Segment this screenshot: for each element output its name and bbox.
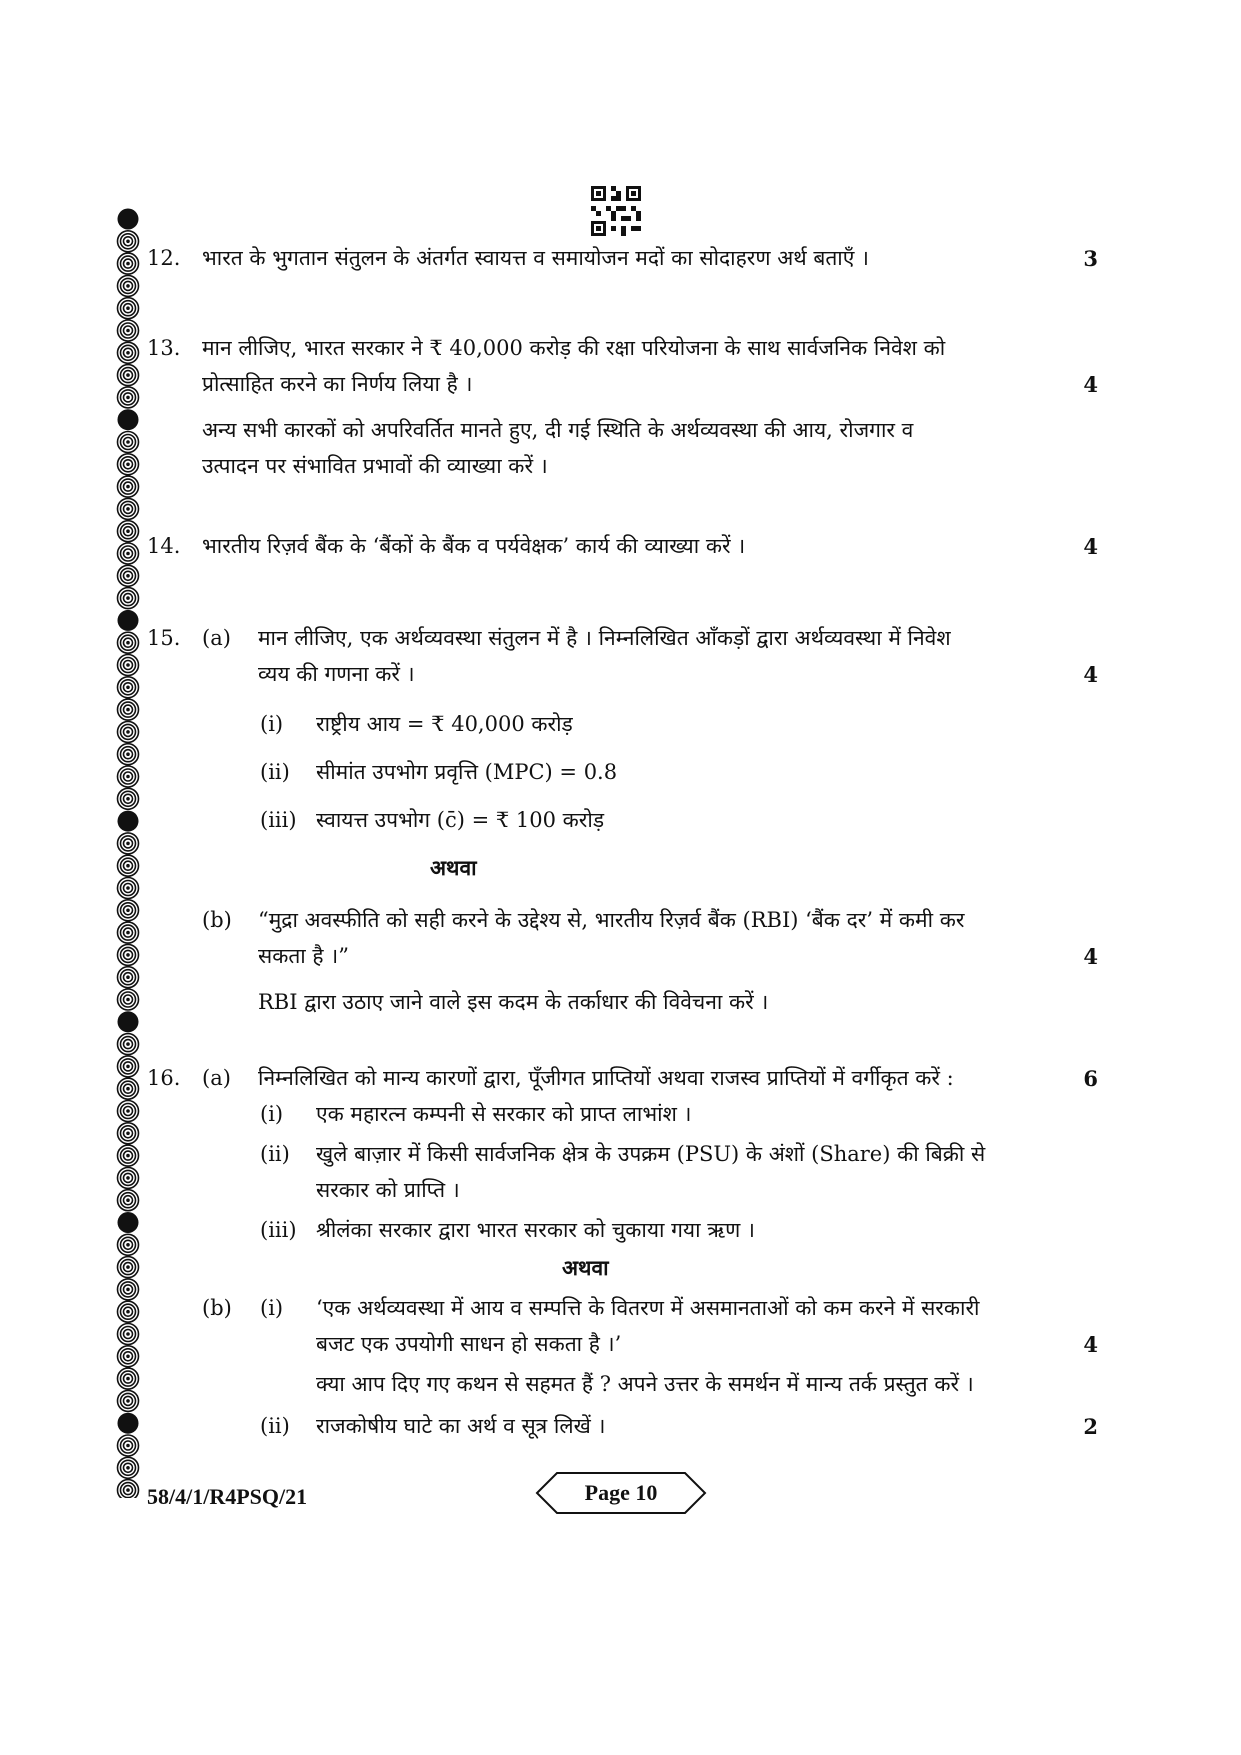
question-16b-i-line: ‘एक अर्थव्यवस्था में आय व सम्पत्ति के वितरण में असमानताओं को कम करने में सरकारी: [316, 1296, 980, 1320]
margin-circle: [118, 1368, 139, 1389]
question-14-marks: 4: [1083, 534, 1098, 559]
margin-circle: [118, 811, 139, 832]
subpart-label: (b): [202, 1296, 232, 1320]
question-15b-line: “मुद्रा अवस्फीति को सही करने के उद्देश्य से, भारतीय रिज़र्व बैंक (RBI) ‘बैंक दर’ में कमी कर: [258, 908, 965, 932]
question-number: 12.: [147, 246, 181, 270]
question-number: 16.: [147, 1066, 181, 1090]
question-12-text: भारत के भुगतान संतुलन के अंतर्गत स्वायत्त व समायोजन मदों का सोदाहरण अर्थ बताएँ ।: [202, 246, 869, 270]
item-text: स्वायत्त उपभोग (c̄) = ₹ 100 करोड़: [316, 808, 605, 832]
margin-circle: [118, 989, 139, 1010]
margin-circle: [118, 275, 139, 296]
margin-circle: [118, 1413, 139, 1434]
margin-circle: [118, 900, 139, 921]
margin-circle: [118, 1301, 139, 1322]
question-15a-line: मान लीजिए, एक अर्थव्यवस्था संतुलन में है । निम्नलिखित आँकड़ों द्वारा अर्थव्यवस्था में निवेश: [258, 626, 951, 650]
margin-circle: [118, 1435, 139, 1456]
question-15a-marks: 4: [1083, 662, 1098, 687]
question-16b-i-line: बजट एक उपयोगी साधन हो सकता है ।’: [316, 1332, 622, 1356]
item-label: (ii): [260, 760, 290, 784]
margin-circle: [118, 320, 139, 341]
item-label: (iii): [260, 808, 297, 832]
margin-circle: [118, 655, 139, 676]
item-label: (ii): [260, 1142, 290, 1166]
margin-circle: [118, 1056, 139, 1077]
margin-border-circles: [112, 208, 144, 1498]
question-13-line: मान लीजिए, भारत सरकार ने ₹ 40,000 करोड़ की रक्षा परियोजना के साथ सार्वजनिक निवेश को: [202, 336, 946, 360]
question-13-line: अन्य सभी कारकों को अपरिवर्तित मानते हुए, दी गई स्थिति के अर्थव्यवस्था की आय, रोजगार व: [202, 418, 914, 442]
margin-circle: [118, 944, 139, 965]
item-text: एक महारत्न कम्पनी से सरकार को प्राप्त लाभांश ।: [316, 1102, 692, 1126]
margin-circle: [118, 699, 139, 720]
question-16a-text: निम्नलिखित को मान्य कारणों द्वारा, पूँजीगत प्राप्तियों अथवा राजस्व प्राप्तियों में वर्गीकृत करें :: [258, 1066, 954, 1090]
question-16b-i-line: क्या आप दिए गए कथन से सहमत हैं ? अपने उत्तर के समर्थन में मान्य तर्क प्रस्तुत करें ।: [316, 1372, 974, 1396]
question-15a-line: व्यय की गणना करें ।: [258, 662, 415, 686]
margin-circle: [118, 833, 139, 854]
margin-circle: [118, 565, 139, 586]
question-number: 14.: [147, 534, 181, 558]
margin-circle: [118, 744, 139, 765]
subpart-label: (b): [202, 908, 232, 932]
margin-circle: [118, 409, 139, 430]
margin-circle: [118, 721, 139, 742]
margin-circle: [118, 1123, 139, 1144]
margin-circle: [118, 1212, 139, 1233]
margin-circle: [118, 766, 139, 787]
question-15b-line: सकता है ।”: [258, 944, 349, 968]
margin-circle: [118, 1167, 139, 1188]
question-number: 13.: [147, 336, 181, 360]
margin-circle: [118, 632, 139, 653]
margin-circle: [118, 1101, 139, 1122]
item-label: (i): [260, 1296, 284, 1320]
question-13-line: प्रोत्साहित करने का निर्णय लिया है ।: [202, 372, 473, 396]
page-number-badge: [535, 1471, 707, 1515]
question-16a-marks: 6: [1083, 1066, 1098, 1091]
item-label: (iii): [260, 1218, 297, 1242]
margin-circle: [118, 1234, 139, 1255]
margin-circle: [118, 1480, 139, 1498]
or-divider: अथवा: [562, 1255, 609, 1280]
item-text: राष्ट्रीय आय = ₹ 40,000 करोड़: [316, 712, 573, 736]
subpart-label: (a): [202, 626, 231, 650]
question-15b-line: RBI द्वारा उठाए जाने वाले इस कदम के तर्काधार की विवेचना करें ।: [258, 990, 769, 1014]
item-text: सीमांत उपभोग प्रवृत्ति (MPC) = 0.8: [316, 760, 618, 784]
question-13-line: उत्पादन पर संभावित प्रभावों की व्याख्या करें ।: [202, 454, 548, 478]
paper-code: 58/4/1/R4PSQ/21: [147, 1484, 308, 1509]
item-label: (i): [260, 1102, 284, 1126]
margin-circle: [118, 1257, 139, 1278]
margin-circle: [118, 677, 139, 698]
qr-code: [591, 186, 641, 236]
margin-circle: [118, 1324, 139, 1345]
margin-circle: [118, 1390, 139, 1411]
margin-circle: [118, 588, 139, 609]
item-label: (i): [260, 712, 284, 736]
margin-circle: [118, 432, 139, 453]
question-12-marks: 3: [1083, 246, 1098, 271]
item-text: खुले बाज़ार में किसी सार्वजनिक क्षेत्र के उपक्रम (PSU) के अंशों (Share) की बिक्री से: [316, 1142, 986, 1166]
question-16b-i-marks: 4: [1083, 1332, 1098, 1357]
item-text: श्रीलंका सरकार द्वारा भारत सरकार को चुकाया गया ऋण ।: [316, 1218, 755, 1242]
margin-circle: [118, 209, 139, 230]
question-15b-marks: 4: [1083, 944, 1098, 969]
margin-circle: [118, 878, 139, 899]
item-text: सरकार को प्राप्ति ।: [316, 1178, 460, 1202]
margin-circle: [118, 1190, 139, 1211]
margin-circle: [118, 498, 139, 519]
question-number: 15.: [147, 626, 181, 650]
question-16b-ii-marks: 2: [1083, 1414, 1098, 1439]
margin-circle: [118, 1034, 139, 1055]
margin-circle: [118, 454, 139, 475]
margin-circle: [118, 855, 139, 876]
subpart-label: (a): [202, 1066, 231, 1090]
question-13-marks: 4: [1083, 372, 1098, 397]
margin-circle: [118, 476, 139, 497]
margin-circle: [118, 365, 139, 386]
margin-circle: [118, 788, 139, 809]
page-number: Page 10: [584, 1480, 658, 1505]
question-16b-ii-text: राजकोषीय घाटे का अर्थ व सूत्र लिखें ।: [316, 1414, 606, 1438]
or-divider: अथवा: [430, 855, 477, 880]
margin-circle: [118, 1078, 139, 1099]
margin-circle: [118, 253, 139, 274]
margin-circle: [118, 922, 139, 943]
margin-circle: [118, 1457, 139, 1478]
question-14-text: भारतीय रिज़र्व बैंक के ‘बैंकों के बैंक व पर्यवेक्षक’ कार्य की व्याख्या करें ।: [202, 534, 746, 558]
margin-circle: [118, 298, 139, 319]
margin-circle: [118, 1145, 139, 1166]
margin-circle: [118, 1011, 139, 1032]
item-label: (ii): [260, 1414, 290, 1438]
margin-circle: [118, 342, 139, 363]
margin-circle: [118, 521, 139, 542]
margin-circle: [118, 1279, 139, 1300]
margin-circle: [118, 1346, 139, 1367]
margin-circle: [118, 387, 139, 408]
margin-circle: [118, 967, 139, 988]
margin-circle: [118, 543, 139, 564]
margin-circle: [118, 610, 139, 631]
margin-circle: [118, 231, 139, 252]
